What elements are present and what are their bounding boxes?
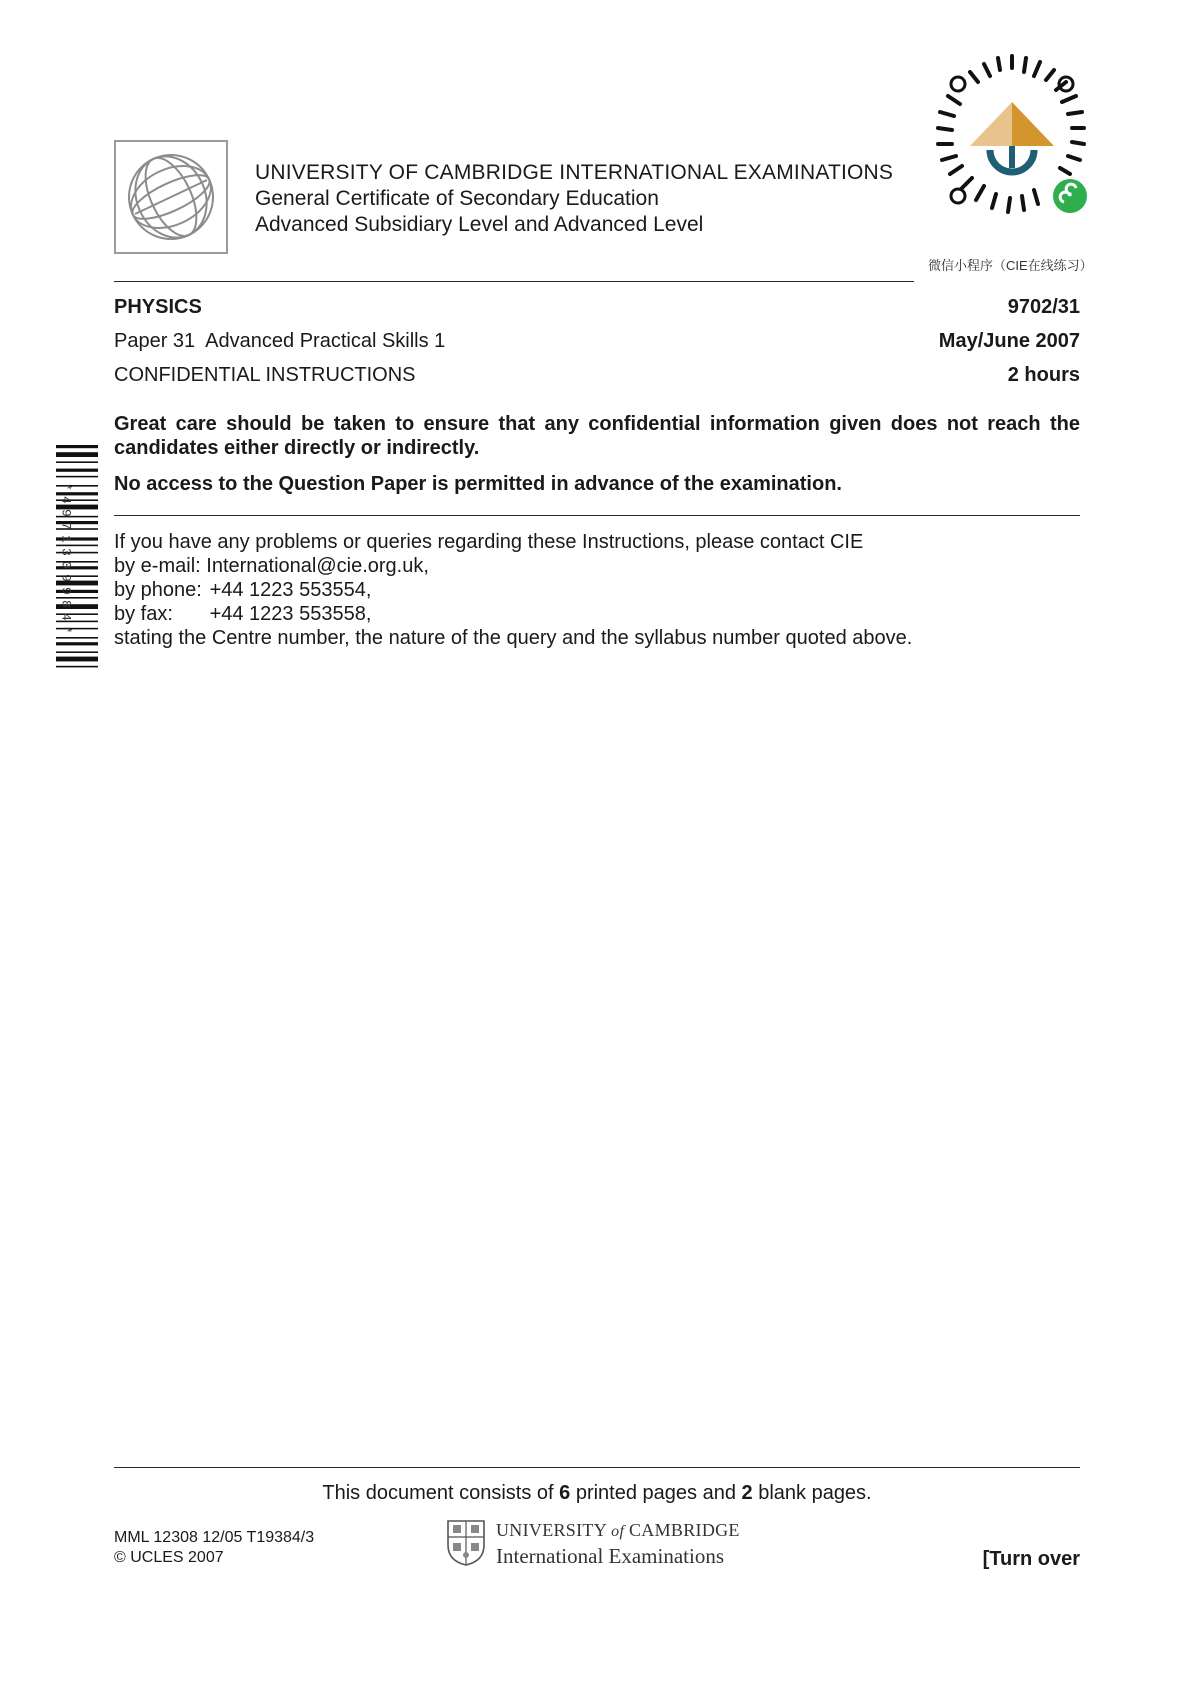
- header-divider: [114, 281, 914, 282]
- syllabus-code: 9702/31: [1007, 296, 1080, 318]
- fax-number: +44 1223 553558,: [209, 603, 372, 625]
- exam-board-header: [255, 160, 893, 238]
- wordmark-university: UNIVERSITY: [496, 1520, 607, 1540]
- email-label: by e-mail:: [114, 555, 201, 577]
- cambridge-footer-logo: [446, 1518, 740, 1568]
- page-count-text-a: This document consists of: [322, 1482, 560, 1504]
- phone-number: +44 1223 553554,: [209, 579, 372, 601]
- copyright-notice: © UCLES 2007: [114, 1549, 224, 1566]
- cambridge-wordmark: [496, 1518, 740, 1568]
- blank-pages-count: 2: [741, 1482, 753, 1504]
- email-address: International@cie.org.uk,: [206, 555, 429, 577]
- exam-duration: 2 hours: [1007, 364, 1080, 386]
- printed-pages-count: 6: [559, 1482, 571, 1504]
- level-name: Advanced Subsidiary Level and Advanced Level: [255, 213, 704, 236]
- contact-fax-line: [114, 602, 912, 626]
- paper-row: [114, 330, 1080, 353]
- access-warning: No access to the Question Paper is permitted in advance of the examination.: [114, 473, 842, 495]
- contact-phone-line: [114, 578, 912, 602]
- wordmark-of: of: [611, 1523, 625, 1540]
- footer-divider: [114, 1467, 1080, 1468]
- phone-label: by phone:: [114, 579, 202, 601]
- exam-session: May/June 2007: [938, 330, 1080, 352]
- footer-reference: [114, 1528, 314, 1568]
- paper-title: Paper 31 Advanced Practical Skills 1: [114, 330, 446, 352]
- barcode: [48, 445, 98, 680]
- subject-name: PHYSICS: [114, 296, 202, 318]
- wordmark-international: International Examinations: [496, 1544, 725, 1568]
- page-count-note: [114, 1482, 1080, 1505]
- board-name: UNIVERSITY OF CAMBRIDGE INTERNATIONAL EXAMINATIONS: [255, 161, 894, 184]
- mini-program-code: [922, 50, 1102, 230]
- confidentiality-warning: Great care should be taken to ensure that any confidential information given does not reach the candidates either directly or indirectly.: [114, 413, 1080, 459]
- subject-row: [114, 296, 1080, 319]
- certificate-name: General Certificate of Secondary Education: [255, 187, 659, 210]
- warning-divider: [114, 515, 1080, 516]
- document-reference: MML 12308 12/05 T19384/3: [114, 1529, 315, 1546]
- contact-closing: stating the Centre number, the nature of the query and the syllabus number quoted above.: [114, 627, 913, 649]
- barcode-number: *4971309984*: [58, 482, 74, 639]
- qr-code-icon: [922, 50, 1102, 230]
- page-count-text-b: printed pages and: [570, 1482, 742, 1504]
- cambridge-shield-icon: [446, 1519, 486, 1567]
- instructions-title: CONFIDENTIAL INSTRUCTIONS: [114, 364, 416, 386]
- fax-label: by fax:: [114, 603, 173, 625]
- contact-intro: If you have any problems or queries regarding these Instructions, please contact CIE: [114, 531, 864, 553]
- contact-block: [114, 530, 912, 650]
- qr-caption: 微信小程序（CIE在线练习）: [928, 258, 1093, 273]
- wordmark-cambridge: CAMBRIDGE: [629, 1520, 740, 1540]
- page-count-text-c: blank pages.: [752, 1482, 872, 1504]
- turn-over-label: [Turn over: [982, 1548, 1080, 1570]
- instructions-row: [114, 364, 1080, 387]
- cie-globe-logo: [114, 140, 228, 254]
- contact-email-line: [114, 554, 912, 578]
- globe-icon: [125, 151, 217, 243]
